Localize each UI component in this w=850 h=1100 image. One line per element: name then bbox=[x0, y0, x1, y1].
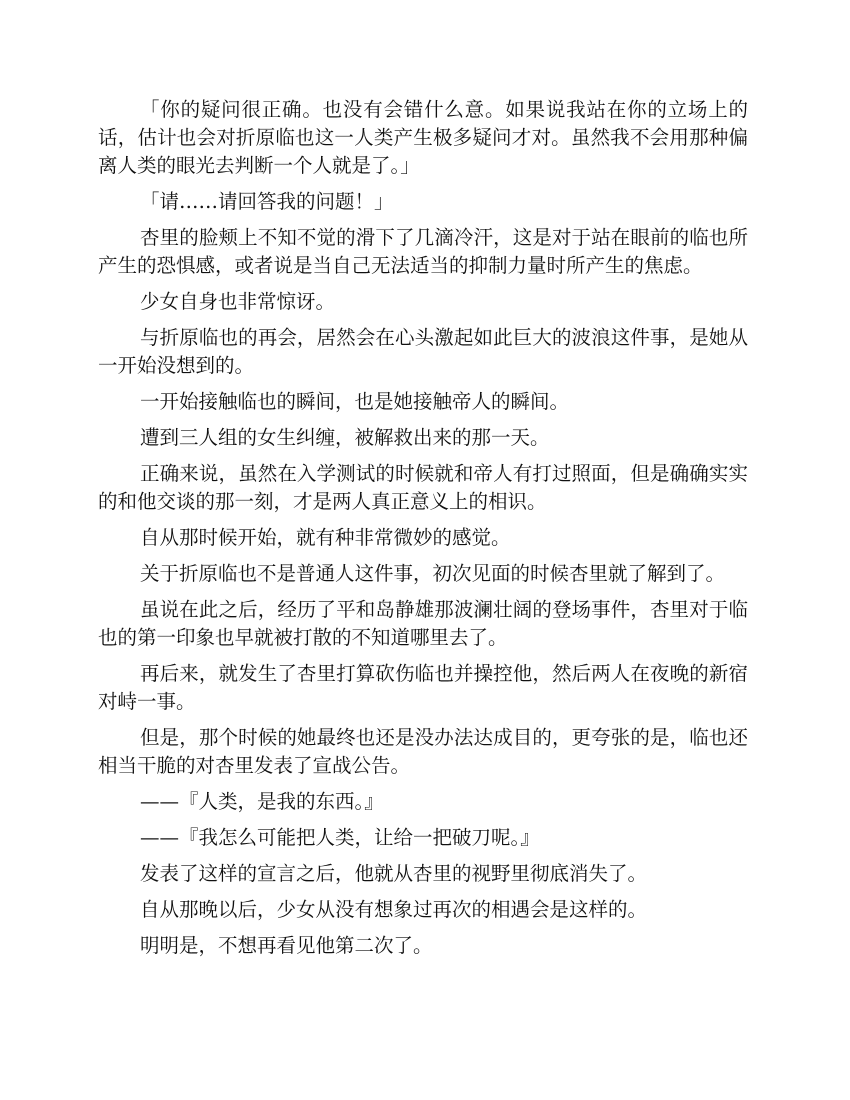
paragraph: 正确来说，虽然在入学测试的时候就和帝人有打过照面，但是确确实实的和他交谈的那一刻，才是两人真正意义上的相识。 bbox=[98, 462, 748, 513]
paragraph: 与折原临也的再会，居然会在心头激起如此巨大的波浪这件事，是她从一开始没想到的。 bbox=[98, 326, 748, 377]
paragraph: 发表了这样的宣言之后，他就从杏里的视野里彻底消失了。 bbox=[140, 862, 648, 885]
paragraph: 自从那晚以后，少女从没有想象过再次的相遇会是这样的。 bbox=[140, 898, 648, 921]
paragraph: 杏里的脸颊上不知不觉的滑下了几滴冷汗，这是对于站在眼前的临也所产生的恐惧感，或者说是当自己无法适当的抑制力量时所产生的焦虑。 bbox=[98, 226, 748, 277]
paragraph: 明明是，不想再看见他第二次了。 bbox=[140, 934, 433, 957]
paragraph: 遭到三人组的女生纠缠，被解救出来的那一天。 bbox=[140, 426, 550, 449]
paragraph: ——『我怎么可能把人类，让给一把破刀呢。』 bbox=[140, 826, 540, 849]
paragraph: 再后来，就发生了杏里打算砍伤临也并操控他，然后两人在夜晚的新宿对峙一事。 bbox=[98, 662, 748, 713]
paragraph: 「请……请回答我的问题！」 bbox=[140, 190, 394, 213]
paragraph: 关于折原临也不是普通人这件事，初次见面的时候杏里就了解到了。 bbox=[140, 562, 726, 585]
paragraph: 虽说在此之后，经历了平和岛静雄那波澜壮阔的登场事件，杏里对于临也的第一印象也早就被打散的不知道哪里去了。 bbox=[98, 598, 748, 649]
paragraph: 一开始接触临也的瞬间，也是她接触帝人的瞬间。 bbox=[140, 390, 570, 413]
paragraph: ——『人类，是我的东西。』 bbox=[140, 790, 384, 813]
paragraph: 「你的疑问很正确。也没有会错什么意。如果说我站在你的立场上的话，估计也会对折原临也这一人类产生极多疑问才对。虽然我不会用那种偏离人类的眼光去判断一个人就是了。」 bbox=[98, 98, 748, 177]
paragraph: 自从那时候开始，就有种非常微妙的感觉。 bbox=[140, 526, 511, 549]
paragraph: 但是，那个时候的她最终也还是没办法达成目的，更夸张的是，临也还相当干脆的对杏里发表了宣战公告。 bbox=[98, 726, 748, 777]
body-text bbox=[98, 96, 748, 968]
paragraph: 少女自身也非常惊讶。 bbox=[140, 290, 336, 313]
